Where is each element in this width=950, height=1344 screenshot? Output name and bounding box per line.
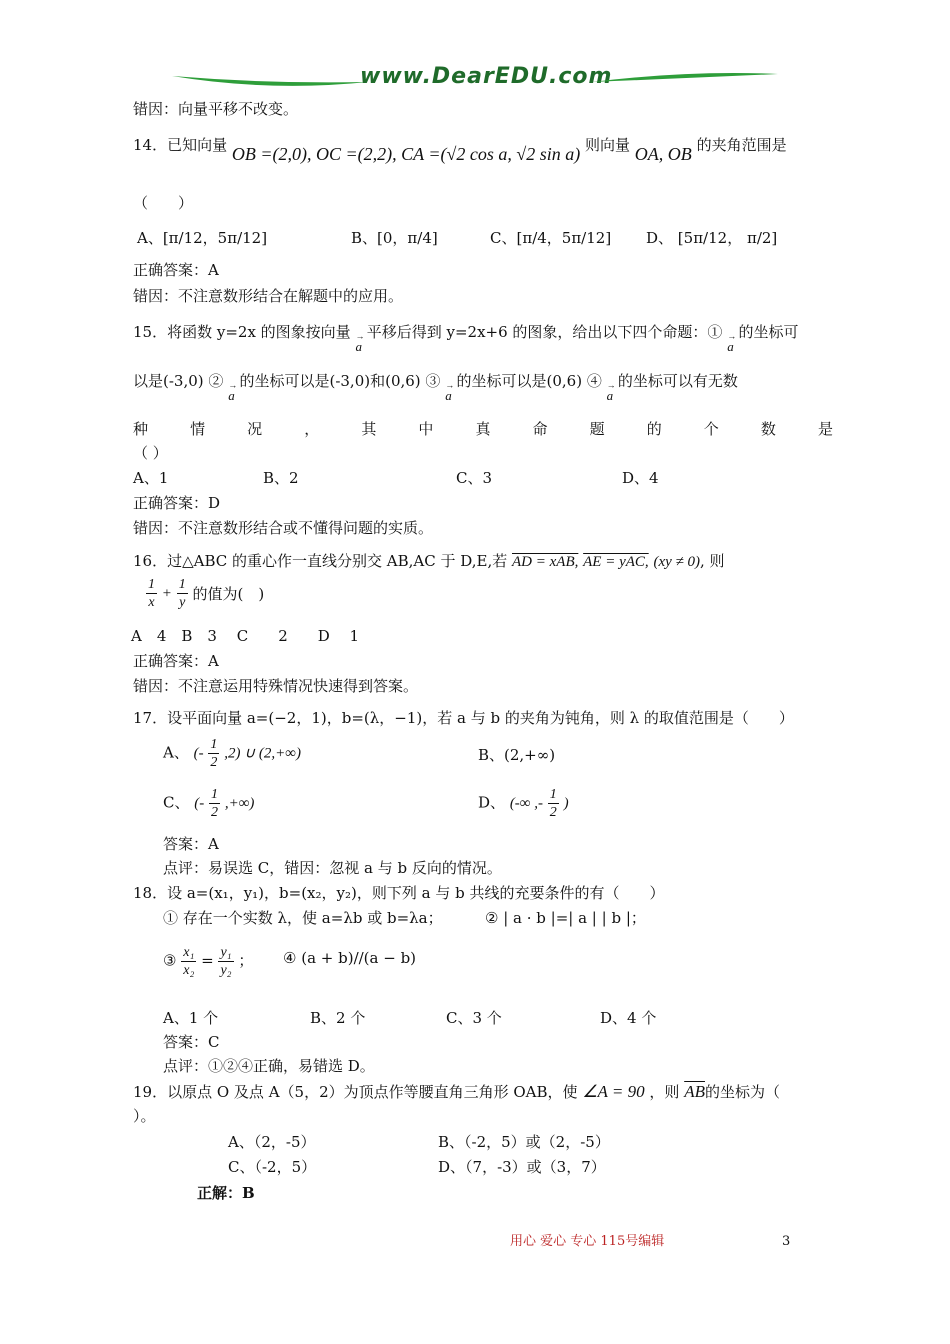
q19-option-c: C、（-2，5） xyxy=(228,1158,317,1176)
fraction-numerator: 1 xyxy=(549,787,557,802)
q17-stem: 17．设平面向量 a=(−2，1)，b=(λ，−1)，若 a 与 b 的夹角为钝角，则 λ 的取值范围是（ ） xyxy=(133,709,794,727)
q15-line1 xyxy=(133,322,799,354)
fraction-x1-over-x2 xyxy=(181,944,196,979)
q19-line1-a: 19．以原点 O 及点 A（5，2）为顶点作等腰直角三角形 OAB，使 xyxy=(133,1083,578,1101)
q19-stem xyxy=(133,1082,780,1102)
q15-char: 个 xyxy=(703,420,719,438)
vector-a-symbol: → a xyxy=(727,337,734,357)
q15-char: 情 xyxy=(190,420,206,438)
q14-formula: OB =(2,0), OC =(2,2), CA =(√2 cos a, √2 sin a) xyxy=(231,144,581,164)
fraction-denominator: x₂ xyxy=(183,963,195,978)
q19-angle: ∠A = 90 xyxy=(582,1082,645,1101)
q15-option-b: B、2 xyxy=(263,469,299,487)
q17-option-b: B、(2,+∞) xyxy=(478,746,556,764)
fraction-numerator: 1 xyxy=(211,787,219,802)
q18-stem: 18．设 a=(x₁，y₁)，b=(x₂，y₂)，则下列 a 与 b 共线的充要条件的有（ ） xyxy=(133,884,665,902)
q16-line1-b: , 则 xyxy=(700,552,725,570)
q15-char: 真 xyxy=(475,420,491,438)
vector-a-symbol: → a xyxy=(445,386,452,406)
q15-line1-a: 15．将函数 y=2x 的图象按向量 xyxy=(133,323,351,341)
q17-option-a-pre: (- xyxy=(193,745,204,762)
q16-formula-xy: (xy ≠ 0) xyxy=(653,554,700,570)
q16-reason: 错因：不注意运用特殊情况快速得到答案。 xyxy=(133,677,419,695)
q16-formula-ad: AD = xAB, xyxy=(512,554,579,570)
q18-condition-4: ④ (a + b)//(a − b) xyxy=(283,949,417,967)
q15-option-a: A、1 xyxy=(133,469,169,487)
fraction-numerator: 1 xyxy=(210,737,218,752)
q17-option-a-label: A、 xyxy=(163,743,189,762)
q18-option-d: D、4 个 xyxy=(600,1009,657,1027)
q17-option-a-rest: ,2) ∪ (2,+∞) xyxy=(224,745,301,762)
q19-line1-c: 的坐标为（ xyxy=(704,1083,780,1101)
q15-reason: 错因：不注意数形结合或不懂得问题的实质。 xyxy=(133,519,434,537)
q19-vector-ab: $\overline{AB}$ xyxy=(684,1082,705,1101)
q16-line1-a: 16．过△ABC 的重心作一直线分别交 AB,AC 于 D,E,若 xyxy=(133,552,508,570)
q15-char: 题 xyxy=(589,420,605,438)
header-banner xyxy=(170,62,780,96)
q16-stem xyxy=(133,551,725,572)
q19-line2: ）。 xyxy=(133,1107,156,1125)
q14-answer: 正确答案：A xyxy=(133,261,219,279)
fraction-1-over-y: $\frac{1}{y}$ xyxy=(178,577,186,610)
q15-line2-a: 以是(-3,0) ② xyxy=(133,372,224,390)
q15-line1-c: 的坐标可 xyxy=(738,323,799,341)
fraction-denominator: y₂ xyxy=(220,963,232,978)
q15-char: 种 xyxy=(133,420,149,438)
q19-option-d: D、（7，-3）或（3，7） xyxy=(438,1158,606,1176)
fraction-numerator: y₁ xyxy=(220,945,232,960)
q13-reason: 错因：向量平移不改变。 xyxy=(133,100,299,118)
q18-c3-label: ③ xyxy=(163,951,177,970)
fraction-one-half xyxy=(209,786,220,821)
page-number: 3 xyxy=(782,1234,791,1249)
q17-option-d-post: ) xyxy=(563,795,569,812)
q15-char: 数 xyxy=(760,420,776,438)
q18-condition-3 xyxy=(163,944,253,979)
q15-line2-b: 的坐标可以是(-3,0)和(0,6) ③ xyxy=(239,372,441,390)
q17-option-c-pre: (- xyxy=(194,795,205,812)
q15-char: 命 xyxy=(532,420,548,438)
q14-prefix: 14．已知向量 xyxy=(133,136,228,154)
q19-option-a: A、（2，-5） xyxy=(228,1133,316,1151)
fraction-denominator: 2 xyxy=(210,755,218,770)
q18-comment: 点评：①②④正确，易错选 D。 xyxy=(163,1057,375,1075)
q17-option-d-pre: (-∞ ,- xyxy=(509,795,543,812)
fraction-denominator: 2 xyxy=(549,805,557,820)
q17-option-c xyxy=(163,786,254,821)
site-name[interactable]: www.DearEDU.com xyxy=(360,64,613,89)
banner-swoosh-left xyxy=(170,70,370,90)
q14-option-b: B、[0，π/4] xyxy=(351,229,438,247)
q15-char: 况 xyxy=(247,420,263,438)
q14-formula2: OA, OB xyxy=(634,144,692,164)
vector-a-symbol: → a xyxy=(607,386,614,406)
q14-reason: 错因：不注意数形结合在解题中的应用。 xyxy=(133,287,404,305)
q15-line2 xyxy=(133,371,738,403)
q19-option-b: B、（-2，5）或（2，-5） xyxy=(438,1133,610,1151)
q17-option-c-label: C、 xyxy=(163,793,190,812)
fraction-y1-over-y2 xyxy=(218,944,233,979)
q17-option-d-label: D、 xyxy=(478,793,506,812)
q15-line2-d: 的坐标可以有无数 xyxy=(617,372,738,390)
q14-mid: 则向量 xyxy=(585,136,631,154)
q17-option-d xyxy=(478,786,569,821)
q14-option-d: D、 [5π/12， π/2] xyxy=(646,229,778,247)
q16-expression: $\frac{1}{x}$ + $\frac{1}{y}$ 的值为( ) xyxy=(148,577,265,610)
q18-answer: 答案：C xyxy=(163,1033,220,1051)
q14-paren: （ ） xyxy=(133,194,194,212)
q16-formula-ae: AE = yAC, xyxy=(583,554,649,570)
fraction-1-over-x: $\frac{1}{x}$ xyxy=(148,577,155,610)
q18-option-c: C、3 个 xyxy=(446,1009,502,1027)
q14-option-c: C、[π/4，5π/12] xyxy=(490,229,612,247)
fraction-numerator: x₁ xyxy=(183,945,195,960)
q15-line2-c: 的坐标可以是(0,6) ④ xyxy=(456,372,602,390)
q15-option-c: C、3 xyxy=(456,469,493,487)
q15-char: 的 xyxy=(646,420,662,438)
q15-line3 xyxy=(133,419,833,439)
q17-answer: 答案：A xyxy=(163,835,219,853)
vector-a-symbol: → a xyxy=(228,386,235,406)
q15-char: ， xyxy=(304,420,320,438)
q15-char: 中 xyxy=(418,420,434,438)
q15-answer: 正确答案：D xyxy=(133,494,221,512)
q15-char: 是 xyxy=(817,420,833,438)
footer-text: 用心 爱心 专心 115号编辑 xyxy=(510,1234,665,1249)
fraction-one-half xyxy=(548,786,559,821)
q16-answer: 正确答案：A xyxy=(133,652,219,670)
q18-option-b: B、2 个 xyxy=(310,1009,366,1027)
q17-option-a xyxy=(163,736,301,771)
q18-condition-1: ① 存在一个实数 λ，使 a=λb 或 b=λa； xyxy=(163,909,443,927)
q16-options: A 4 B 3 C 2 D 1 xyxy=(131,627,360,645)
q14-option-a: A、[π/12，5π/12] xyxy=(137,229,268,247)
q19-line1-b: ，则 xyxy=(649,1083,680,1101)
q16-suffix: 的值为( ) xyxy=(192,585,265,603)
q18-condition-2: ② | a · b |=| a | | b |； xyxy=(485,909,646,927)
q15-line1-b: 平移后得到 y=2x+6 的图象，给出以下四个命题：① xyxy=(366,323,723,341)
q19-answer: 正解：B xyxy=(197,1184,255,1202)
q14-suffix: 的夹角范围是 xyxy=(696,136,787,154)
q15-option-d: D、4 xyxy=(622,469,659,487)
vector-a-symbol: → a xyxy=(355,337,362,357)
q15-char: 其 xyxy=(361,420,377,438)
q18-c3-semicolon: ； xyxy=(238,951,254,970)
fraction-one-half xyxy=(208,736,219,771)
q17-comment: 点评：易误选 C，错因：忽视 a 与 b 反向的情况。 xyxy=(163,859,502,877)
q14-stem xyxy=(133,134,787,164)
q15-paren: （ ） xyxy=(133,444,168,462)
fraction-denominator: 2 xyxy=(211,805,219,820)
banner-swoosh-right xyxy=(590,70,780,90)
q18-option-a: A、1 个 xyxy=(163,1009,219,1027)
q18-c3-equals: = xyxy=(201,951,214,970)
q17-option-c-rest: ,+∞) xyxy=(224,795,255,812)
